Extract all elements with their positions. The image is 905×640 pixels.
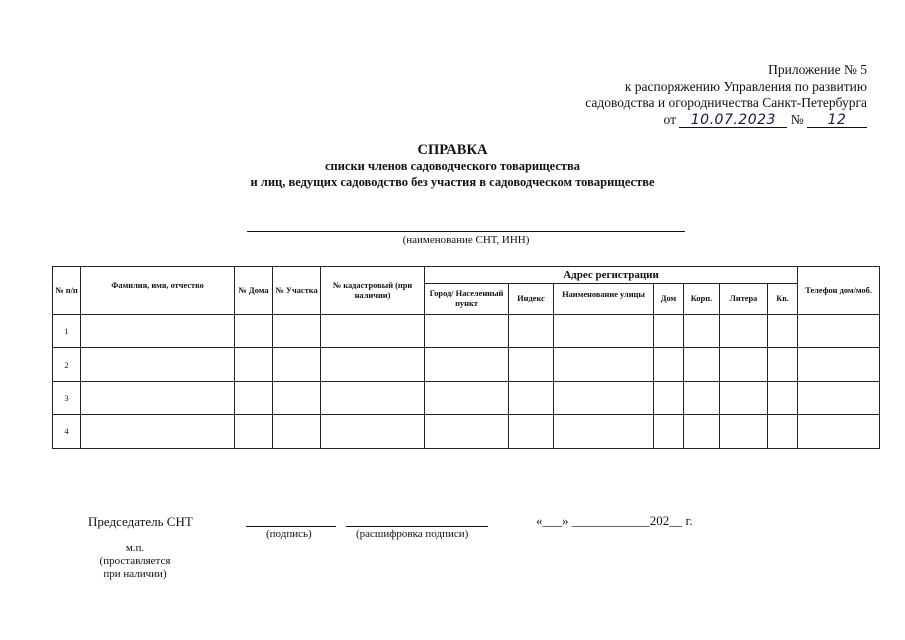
cell-index xyxy=(509,348,554,381)
table-header-row-1 xyxy=(53,267,880,284)
header-cadastral: № кадастровый (при наличии) xyxy=(321,267,425,315)
cell-street xyxy=(554,414,654,448)
cell-kv xyxy=(768,381,798,414)
from-label: от xyxy=(663,111,676,127)
cell-korp xyxy=(684,315,720,348)
cell-dom xyxy=(654,315,684,348)
cell-cadastral xyxy=(321,381,425,414)
snt-name-caption: (наименование СНТ, ИНН) xyxy=(402,234,530,246)
cell-city xyxy=(425,348,509,381)
snt-name-line xyxy=(247,231,685,232)
cell-house xyxy=(235,348,273,381)
header-fio: Фамилия, имя, отчество xyxy=(81,267,235,315)
cell-cadastral xyxy=(321,348,425,381)
cell-street xyxy=(554,381,654,414)
cell-kv xyxy=(768,414,798,448)
table-row xyxy=(53,315,880,348)
table-row xyxy=(53,381,880,414)
appendix-title: Приложение № 5 xyxy=(768,62,867,77)
cell-fio xyxy=(81,315,235,348)
cell-korp xyxy=(684,381,720,414)
header-korp: Корп. xyxy=(684,284,720,315)
table-row xyxy=(53,414,880,448)
header-street: Наименование улицы xyxy=(554,284,654,315)
cell-fio xyxy=(81,381,235,414)
cell-city xyxy=(425,381,509,414)
cell-plot xyxy=(273,381,321,414)
cell-fio xyxy=(81,348,235,381)
appendix-order-line: к распоряжению Управления по развитию xyxy=(624,78,867,94)
signature-date: «___» ____________202__ г. xyxy=(536,513,693,528)
cell-house xyxy=(235,381,273,414)
row-number: 2 xyxy=(53,348,81,381)
header-address-group: Адрес регистрации xyxy=(425,267,798,284)
header-kv: Кв. xyxy=(768,284,798,315)
cell-phone xyxy=(798,381,880,414)
cell-phone xyxy=(798,315,880,348)
stamp-note xyxy=(92,542,178,581)
header-city: Город/ Населенный пункт xyxy=(425,284,509,315)
cell-korp xyxy=(684,348,720,381)
appendix-authority-line: садоводства и огородничества Санкт-Петербурга xyxy=(585,95,867,110)
cell-city xyxy=(425,414,509,448)
cell-city xyxy=(425,315,509,348)
cell-index xyxy=(509,315,554,348)
order-number: 12 xyxy=(807,113,867,128)
cell-street xyxy=(554,348,654,381)
cell-street xyxy=(554,315,654,348)
header-phone: Телефон дом/моб. xyxy=(798,267,880,315)
number-label: № xyxy=(790,111,804,127)
cell-phone xyxy=(798,414,880,448)
cell-index xyxy=(509,381,554,414)
cell-plot xyxy=(273,414,321,448)
title-main: СПРАВКА xyxy=(417,142,488,158)
cell-plot xyxy=(273,315,321,348)
title-sub2: и лиц, ведущих садоводство без участия в садоводческом товариществе xyxy=(250,174,655,189)
signature-line xyxy=(246,526,336,527)
header-litera: Литера xyxy=(720,284,768,315)
cell-dom xyxy=(654,381,684,414)
row-number: 1 xyxy=(53,315,81,348)
cell-litera xyxy=(720,315,768,348)
document-title xyxy=(0,142,905,190)
cell-phone xyxy=(798,348,880,381)
header-index: Индекс xyxy=(509,284,554,315)
stamp-note-line1: (проставляется xyxy=(99,555,171,567)
header-plot: № Участка xyxy=(273,267,321,315)
cell-house xyxy=(235,414,273,448)
chairman-label: Председатель СНТ xyxy=(88,514,193,529)
cell-dom xyxy=(654,348,684,381)
cell-fio xyxy=(81,414,235,448)
signature-caption: (подпись) xyxy=(266,528,312,540)
cell-litera xyxy=(720,348,768,381)
row-number: 3 xyxy=(53,381,81,414)
cell-litera xyxy=(720,381,768,414)
cell-cadastral xyxy=(321,414,425,448)
cell-kv xyxy=(768,315,798,348)
cell-dom xyxy=(654,414,684,448)
cell-index xyxy=(509,414,554,448)
cell-plot xyxy=(273,348,321,381)
order-date: 10.07.2023 xyxy=(679,113,787,128)
signature-decode-line xyxy=(346,526,488,527)
cell-cadastral xyxy=(321,315,425,348)
cell-house xyxy=(235,315,273,348)
table-row xyxy=(53,348,880,381)
cell-korp xyxy=(684,414,720,448)
cell-litera xyxy=(720,414,768,448)
row-number: 4 xyxy=(53,414,81,448)
signature-decode-caption: (расшифровка подписи) xyxy=(356,528,469,540)
title-sub1: списки членов садоводческого товарищества xyxy=(324,159,581,173)
cell-kv xyxy=(768,348,798,381)
header-dom: Дом xyxy=(654,284,684,315)
members-table xyxy=(52,266,880,449)
stamp-label: м.п. xyxy=(125,542,145,554)
header-house: № Дома xyxy=(235,267,273,315)
appendix-date-line xyxy=(585,112,867,129)
stamp-note-line2: при наличии) xyxy=(103,568,167,580)
appendix-block xyxy=(585,62,867,128)
header-num: № п/п xyxy=(53,267,81,315)
